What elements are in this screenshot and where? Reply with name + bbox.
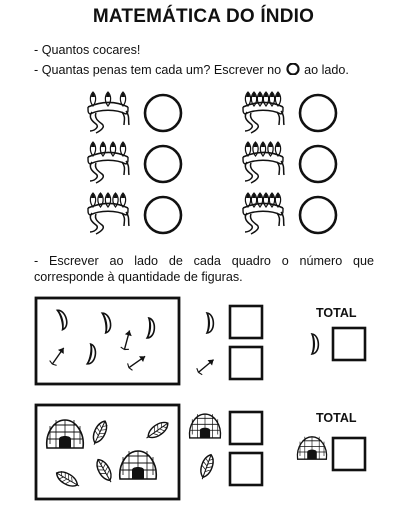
answer-box-total-1[interactable]	[333, 328, 365, 360]
headdress-icon	[88, 92, 129, 133]
answer-circle-5[interactable]	[300, 146, 336, 182]
half-moon-icon	[147, 318, 155, 338]
hut-icon	[189, 414, 220, 438]
arrow-icon	[48, 348, 67, 367]
hut-icon	[297, 437, 326, 459]
hut-icon	[47, 420, 84, 448]
leaf-icon	[54, 468, 82, 490]
headdress-band	[88, 153, 129, 184]
half-moon-icon	[207, 313, 213, 333]
answer-box-leaves[interactable]	[230, 453, 262, 485]
answer-circle-4[interactable]	[300, 95, 336, 131]
page-title: MATEMÁTICA DO ÍNDIO	[92, 6, 315, 27]
half-moon-icon	[102, 312, 112, 333]
leaf-icon	[197, 453, 216, 481]
headdress-band	[243, 204, 284, 235]
half-moon-icon	[312, 334, 318, 354]
headdress-band	[243, 153, 284, 184]
arrow-icon	[196, 358, 213, 375]
hut-icon	[120, 451, 157, 479]
headdress-icon	[243, 193, 284, 234]
answer-box-total-2[interactable]	[333, 438, 365, 470]
instruction-text-start: - Quantas penas tem cada um? Escrever no	[34, 63, 282, 77]
arrow-icon	[116, 330, 138, 352]
headdress-band	[88, 103, 129, 134]
total-label-moons: TOTAL	[316, 306, 357, 320]
instruction-write-number: - Escrever ao lado de cada quadro o número que corresponde à quantidade de figuras.	[34, 254, 374, 284]
headdress-icon	[243, 142, 284, 183]
answer-circle-3[interactable]	[145, 197, 181, 233]
headdress-icon	[243, 92, 284, 133]
instruction-count-headdresses: - Quantos cocares!	[34, 43, 141, 57]
half-moon-icon	[87, 344, 97, 365]
answer-box-moons[interactable]	[230, 306, 262, 338]
answer-circle-1[interactable]	[145, 95, 181, 131]
headdress-band	[88, 204, 129, 235]
arrow-icon	[127, 354, 146, 373]
leaf-icon	[144, 419, 171, 443]
leaf-icon	[89, 419, 110, 447]
headdress-icon	[88, 193, 129, 234]
instruction-text-end: ao lado.	[304, 63, 349, 77]
headdress-band	[243, 103, 284, 134]
answer-circle-2[interactable]	[145, 146, 181, 182]
total-label-huts: TOTAL	[316, 411, 357, 425]
half-moon-icon	[57, 309, 68, 330]
headdress-icon	[88, 142, 129, 183]
leaf-icon	[93, 457, 115, 485]
answer-box-huts[interactable]	[230, 412, 262, 444]
figure-frame-huts	[36, 405, 179, 499]
answer-circle-6[interactable]	[300, 197, 336, 233]
answer-box-arrows[interactable]	[230, 347, 262, 379]
